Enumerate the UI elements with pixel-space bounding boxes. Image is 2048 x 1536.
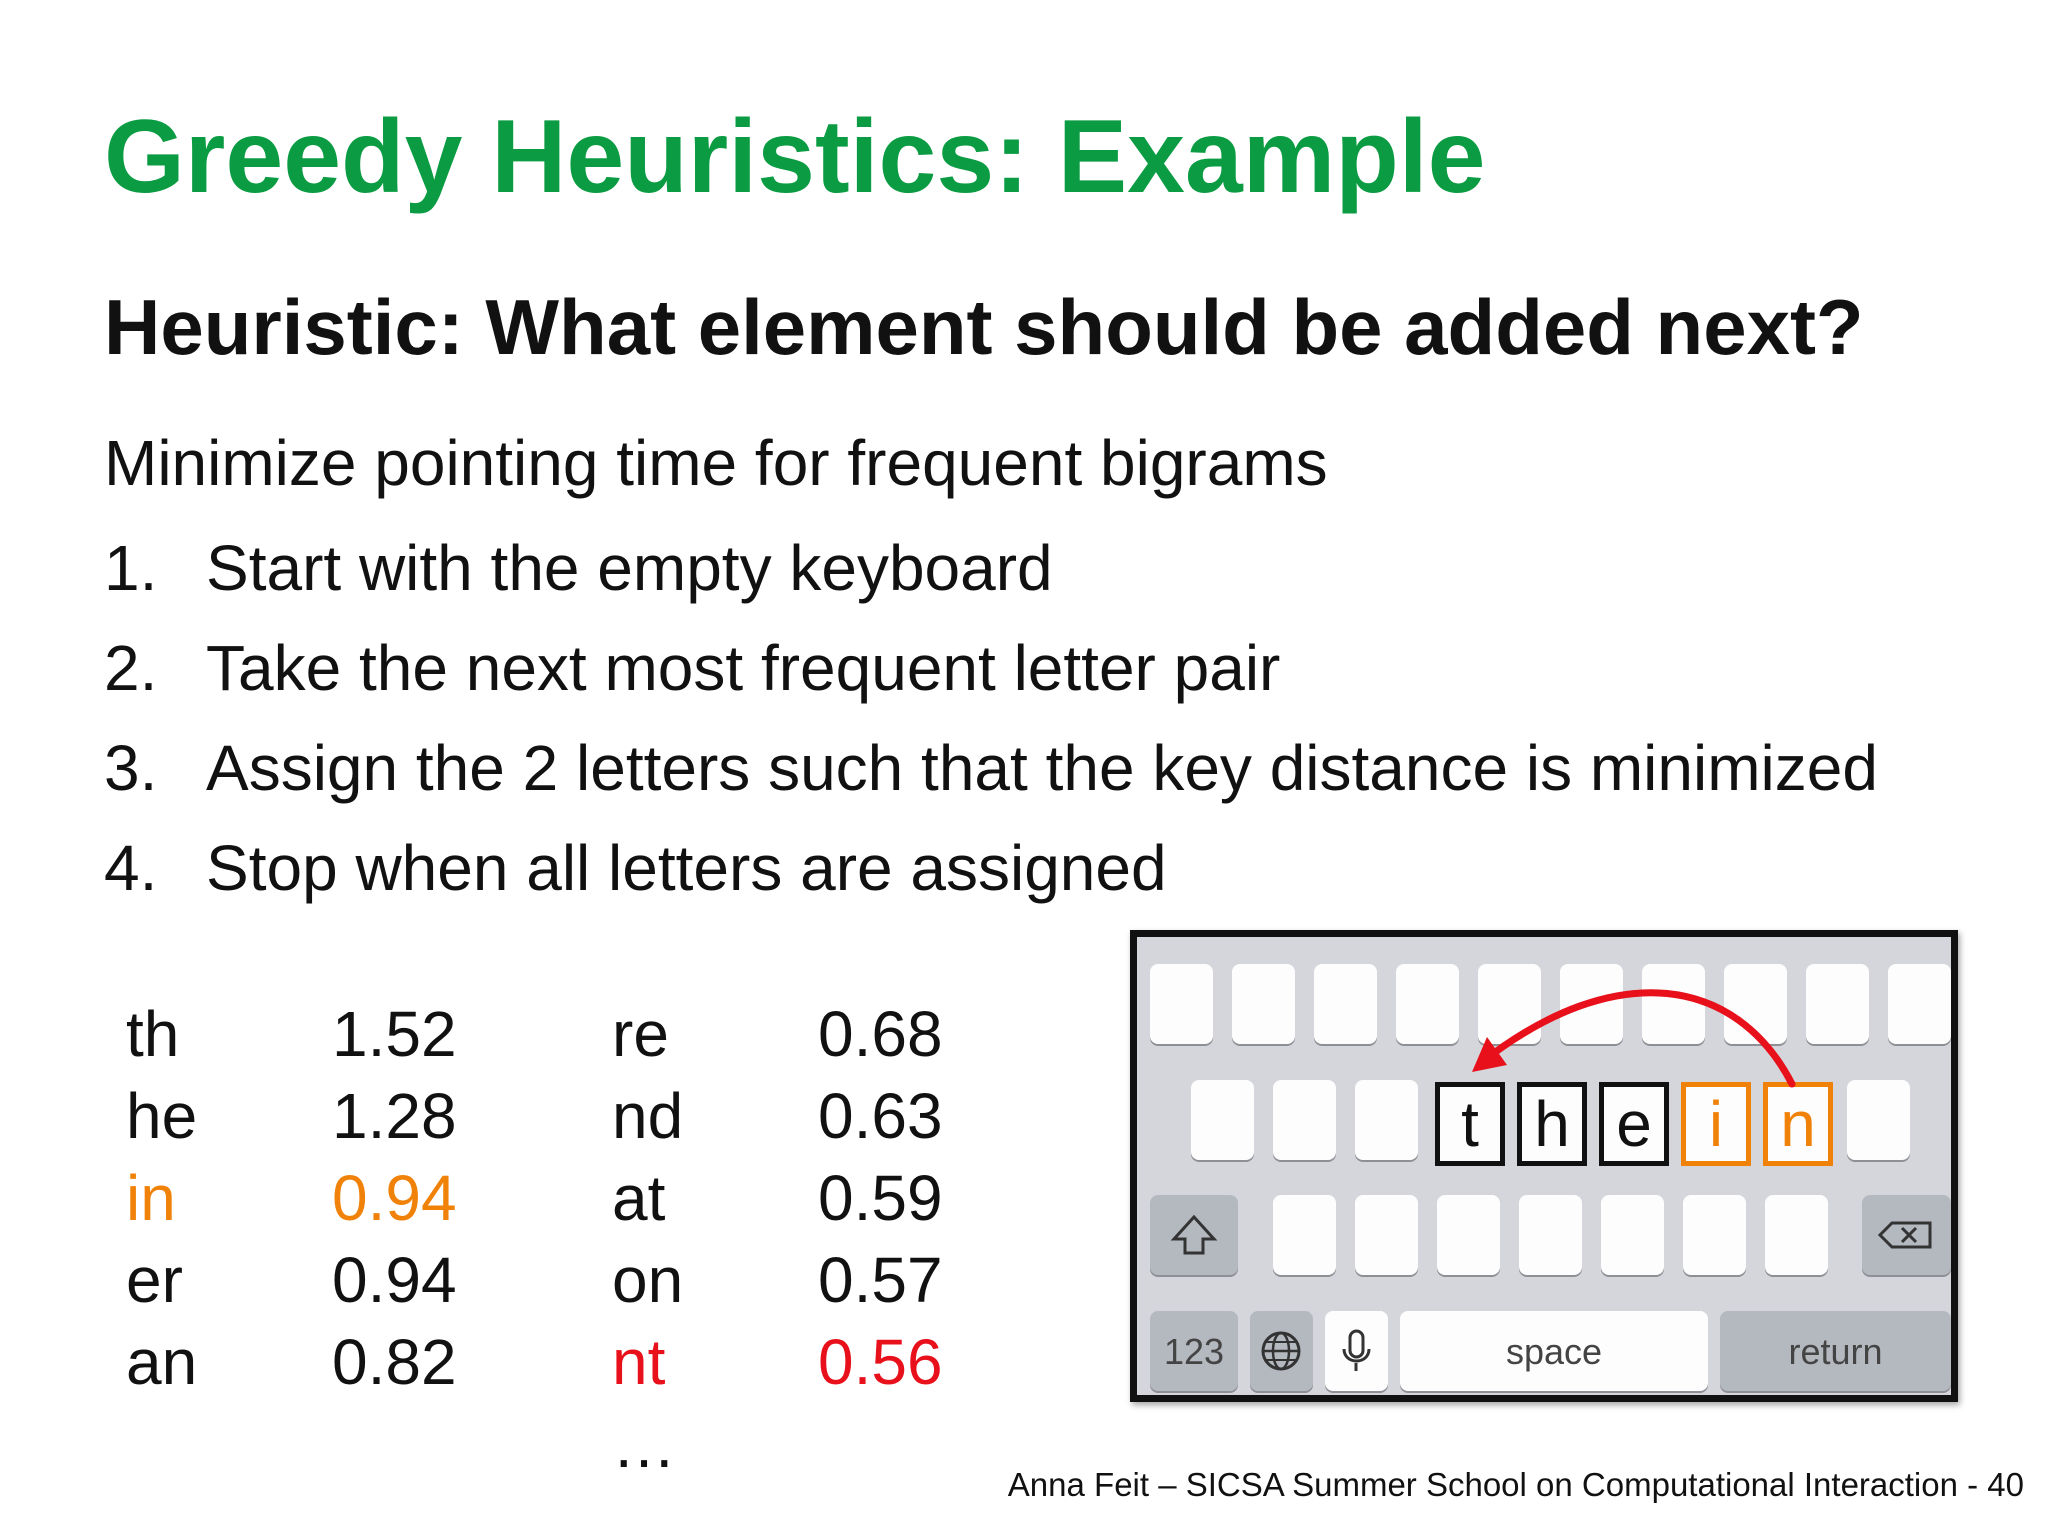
assigned-key-t: t <box>1435 1082 1505 1166</box>
bigram-frequency: 1.28 <box>332 1080 457 1152</box>
bigram-pair: th <box>126 998 180 1070</box>
globe-icon <box>1250 1311 1313 1391</box>
slide-subtitle: Heuristic: What element should be added next? <box>104 283 1864 371</box>
bigram-pair: an <box>126 1326 198 1398</box>
space-key-label: space <box>1505 1331 1603 1372</box>
empty-key <box>1437 1195 1500 1275</box>
bigram-pair: in <box>126 1162 176 1234</box>
step-text: Assign the 2 letters such that the key distance is minimized <box>206 732 1878 804</box>
bigram-frequency: 0.94 <box>332 1162 457 1234</box>
bigram-pair: re <box>612 998 669 1070</box>
return-key-label: return <box>1788 1331 1883 1372</box>
empty-key <box>1355 1195 1418 1275</box>
numbers-key-label: 123 <box>1163 1331 1225 1372</box>
step-text: Start with the empty keyboard <box>206 532 1053 604</box>
globe-key <box>1250 1311 1313 1391</box>
return-key <box>1720 1311 1951 1391</box>
bigram-frequency: 0.56 <box>818 1326 943 1398</box>
bigram-frequency: 0.94 <box>332 1244 457 1316</box>
bigram-frequency: 0.68 <box>818 998 943 1070</box>
bigram-frequency: 0.59 <box>818 1162 943 1234</box>
assigned-key-n: n <box>1763 1082 1833 1166</box>
numbers-key <box>1150 1311 1238 1391</box>
bigram-pair: nt <box>612 1326 666 1398</box>
slide-title: Greedy Heuristics: Example <box>104 99 1486 215</box>
bigram-pair: on <box>612 1244 684 1316</box>
bigram-pair: at <box>612 1162 666 1234</box>
bigram-frequency: 1.52 <box>332 998 457 1070</box>
mic-key <box>1325 1311 1388 1391</box>
bigram-pair: er <box>126 1244 183 1316</box>
step-number: 3. <box>104 732 158 804</box>
step-number: 4. <box>104 832 158 904</box>
microphone-icon <box>1325 1311 1388 1391</box>
space-key <box>1400 1311 1708 1391</box>
empty-key <box>1601 1195 1664 1275</box>
step-number: 2. <box>104 632 158 704</box>
empty-key <box>1683 1195 1746 1275</box>
slide-footer: Anna Feit – SICSA Summer School on Computational Interaction - 40 <box>1007 1466 2024 1503</box>
bigram-pair: he <box>126 1080 198 1152</box>
shift-arrow-icon <box>1150 1195 1238 1275</box>
assigned-key-i: i <box>1681 1082 1751 1166</box>
assigned-key-e: e <box>1599 1082 1669 1166</box>
empty-key <box>1273 1195 1336 1275</box>
empty-key <box>1765 1195 1828 1275</box>
step-number: 1. <box>104 532 158 604</box>
step-text: Stop when all letters are assigned <box>206 832 1167 904</box>
backspace-icon <box>1862 1195 1951 1275</box>
shift-key <box>1150 1195 1238 1275</box>
bigram-pair: nd <box>612 1080 684 1152</box>
delete-key <box>1862 1195 1951 1275</box>
step-text: Take the next most frequent letter pair <box>206 632 1281 704</box>
bigram-frequency: 0.82 <box>332 1326 457 1398</box>
intro-text: Minimize pointing time for frequent bigrams <box>104 427 1328 499</box>
bigram-frequency: 0.63 <box>818 1080 943 1152</box>
assigned-key-h: h <box>1517 1082 1587 1166</box>
empty-key <box>1519 1195 1582 1275</box>
keyboard-illustration <box>1130 930 1958 1402</box>
bigram-frequency: 0.57 <box>818 1244 943 1316</box>
ellipsis: … <box>612 1409 676 1481</box>
